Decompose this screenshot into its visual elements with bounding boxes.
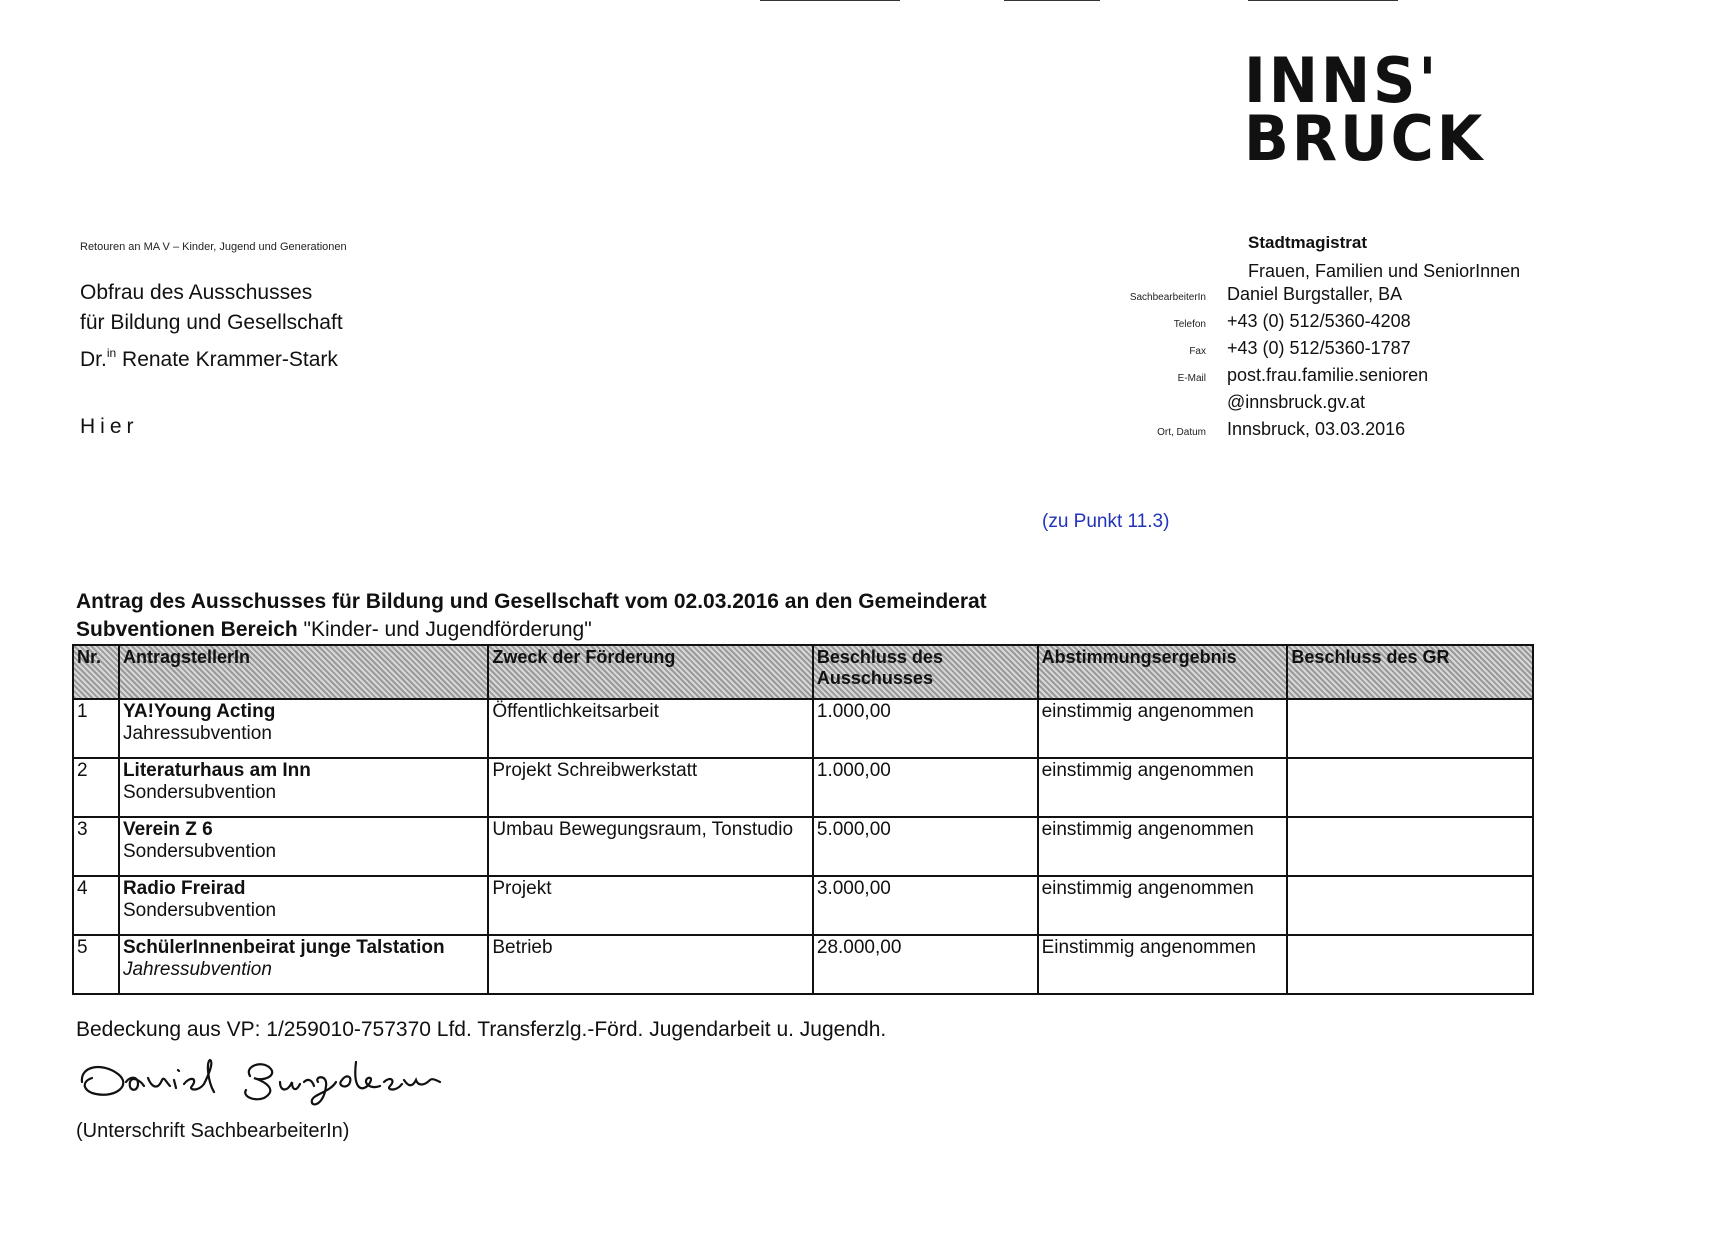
cell-purpose: Projekt (488, 876, 813, 935)
document-title: Antrag des Ausschusses für Bildung und Gesellschaft vom 02.03.2016 an den Gemeinderat (76, 590, 987, 613)
table-row (73, 817, 1533, 876)
contact-row (1040, 419, 1640, 446)
cell-amount: 3.000,00 (813, 876, 1038, 935)
table-header-row (73, 645, 1533, 699)
applicant-name: Literaturhaus am Inn (122, 760, 311, 781)
cell-vote: Einstimmig angenommen (1038, 935, 1288, 994)
sender-department: Frauen, Familien und SeniorInnen (1248, 261, 1521, 281)
subtitle-bold: Subventionen Bereich (76, 618, 298, 641)
cell-amount: 28.000,00 (813, 935, 1038, 994)
column-header-vote-result: Abstimmungsergebnis (1038, 645, 1288, 699)
cell-nr: 5 (73, 935, 119, 994)
subsidy-type: Sondersubvention (122, 782, 277, 803)
cell-council-decision (1287, 699, 1533, 758)
cell-council-decision (1287, 817, 1533, 876)
cell-purpose: Öffentlichkeitsarbeit (488, 699, 813, 758)
cell-nr: 3 (73, 817, 119, 876)
contact-row (1040, 311, 1640, 338)
cell-amount: 1.000,00 (813, 699, 1038, 758)
contact-value: Innsbruck, 03.03.2016 (1227, 419, 1406, 439)
grants-table (72, 644, 1534, 995)
cell-council-decision (1287, 758, 1533, 817)
applicant-name: YA!Young Acting (122, 701, 276, 722)
subsidy-type: Sondersubvention (122, 900, 277, 921)
table-row (73, 699, 1533, 758)
cell-amount: 5.000,00 (813, 817, 1038, 876)
contact-label: SachbearbeiterIn (1129, 292, 1206, 303)
cell-purpose: Umbau Bewegungsraum, Tonstudio (488, 817, 813, 876)
cell-nr: 1 (73, 699, 119, 758)
budget-coverage-note: Bedeckung aus VP: 1/259010-757370 Lfd. Transferzlg.-Förd. Jugendarbeit u. Jugendh. (76, 1018, 887, 1041)
logo-line-1: INNS' (1244, 44, 1440, 117)
scan-mark (1248, 0, 1398, 1)
scan-mark (1004, 0, 1100, 1)
document-subtitle (76, 618, 592, 642)
cell-applicant (119, 699, 488, 758)
cell-vote: einstimmig angenommen (1038, 699, 1288, 758)
applicant-name: Verein Z 6 (122, 819, 213, 840)
contact-row (1040, 365, 1640, 392)
logo-line-2: BRUCK (1244, 102, 1486, 175)
subtitle-rest: "Kinder- und Jugendförderung" (297, 618, 592, 641)
contact-row (1040, 284, 1640, 311)
contact-value: +43 (0) 512/5360-4208 (1227, 311, 1411, 331)
recipient-hier: Hier (80, 415, 139, 438)
recipient-name: Renate Krammer-Stark (116, 348, 338, 371)
scan-mark (760, 0, 900, 1)
sender-contact-block (1040, 284, 1640, 446)
cell-nr: 4 (73, 876, 119, 935)
contact-row (1040, 338, 1640, 365)
column-header-applicant: AntragstellerIn (119, 645, 488, 699)
subsidy-type: Sondersubvention (122, 841, 277, 862)
sender-organization: Stadtmagistrat (1248, 233, 1368, 252)
cell-vote: einstimmig angenommen (1038, 817, 1288, 876)
cell-nr: 2 (73, 758, 119, 817)
cell-vote: einstimmig angenommen (1038, 758, 1288, 817)
signature-scribble (74, 1052, 474, 1112)
recipient-block (80, 278, 343, 375)
contact-label: Telefon (1173, 319, 1206, 330)
column-header-nr: Nr. (73, 645, 119, 699)
table-row (73, 758, 1533, 817)
contact-value: @innsbruck.gv.at (1227, 392, 1365, 412)
column-header-committee-decision: Beschluss des Ausschusses (813, 645, 1038, 699)
applicant-name: SchülerInnenbeirat junge Talstation (122, 937, 445, 958)
cell-applicant (119, 758, 488, 817)
cell-applicant (119, 935, 488, 994)
contact-value: post.frau.familie.senioren (1227, 365, 1429, 385)
contact-label: Fax (1189, 346, 1206, 357)
column-header-purpose: Zweck der Förderung (488, 645, 813, 699)
table-row (73, 935, 1533, 994)
contact-row (1040, 392, 1640, 419)
recipient-line-3 (80, 338, 343, 375)
agenda-reference: (zu Punkt 11.3) (1042, 511, 1170, 532)
cell-purpose: Betrieb (488, 935, 813, 994)
cell-vote: einstimmig angenommen (1038, 876, 1288, 935)
recipient-line-1: Obfrau des Ausschusses (80, 281, 313, 304)
applicant-name: Radio Freirad (122, 878, 246, 899)
signature-caption: (Unterschrift SachbearbeiterIn) (76, 1120, 350, 1142)
cell-council-decision (1287, 935, 1533, 994)
contact-value: Daniel Burgstaller, BA (1227, 284, 1403, 304)
contact-value: +43 (0) 512/5360-1787 (1227, 338, 1411, 358)
table-row (73, 876, 1533, 935)
cell-amount: 1.000,00 (813, 758, 1038, 817)
contact-label: E-Mail (1177, 373, 1206, 384)
subsidy-type: Jahressubvention (122, 723, 272, 744)
recipient-line-2: für Bildung und Gesellschaft (80, 311, 343, 334)
cell-applicant (119, 876, 488, 935)
subsidy-type: Jahressubvention (122, 959, 272, 980)
return-address: Retouren an MA V – Kinder, Jugend und Generationen (80, 241, 347, 253)
handwritten-signature (74, 1052, 474, 1117)
cell-applicant (119, 817, 488, 876)
column-header-council-decision: Beschluss des GR (1287, 645, 1533, 699)
cell-council-decision (1287, 876, 1533, 935)
cell-purpose: Projekt Schreibwerkstatt (488, 758, 813, 817)
innsbruck-logo (1244, 44, 1486, 175)
recipient-title-suffix: in (106, 346, 117, 360)
contact-label: Ort, Datum (1157, 427, 1206, 438)
recipient-title: Dr. (80, 348, 107, 371)
